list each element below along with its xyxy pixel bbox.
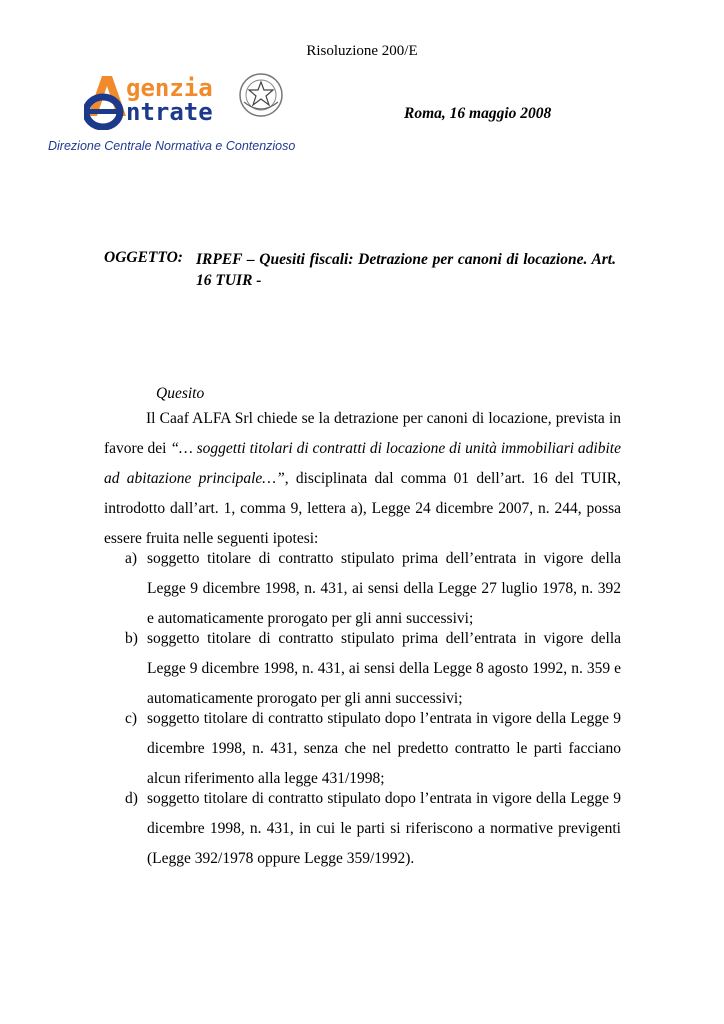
document-reference: Risoluzione 200/E xyxy=(306,43,418,59)
list-item xyxy=(104,544,621,634)
logo-word-agenzia: genzia xyxy=(126,74,213,102)
list-item-text: soggetto titolare di contratto stipulato dopo l’entrata in vigore della Legge 9 dicembre 1998, n. 431, in cui le parti si riferiscono a normative previgenti (Legge 392/1978 oppure Legge 359/1992). xyxy=(147,790,621,867)
republic-emblem-icon xyxy=(238,72,284,118)
subject-text: IRPEF – Quesiti fiscali: Detrazione per canoni di locazione. Art. 16 TUIR - xyxy=(196,251,616,289)
list-item xyxy=(104,624,621,714)
list-item xyxy=(104,704,621,794)
list-item-label: d) xyxy=(125,790,138,807)
intro-text-start: Il Caaf ALFA Srl chiede se la detrazione per canoni di locazione, prevista in favore dei xyxy=(104,410,621,457)
list-item-label: b) xyxy=(125,630,138,647)
list-item-text: soggetto titolare di contratto stipulato dopo l’entrata in vigore della Legge 9 dicembre 1998, n. 431, senza che nel predetto contratto le parti facciano alcun riferimento alla legge 431/1998; xyxy=(147,710,621,787)
logo-word-entrate: ntrate xyxy=(126,98,213,126)
department-name: Direzione Centrale Normativa e Contenzioso xyxy=(48,139,296,153)
list-item-text: soggetto titolare di contratto stipulato prima dell’entrata in vigore della Legge 9 dicembre 1998, n. 431, ai sensi della Legge 27 luglio 1978, n. 392 e automaticamente prorogato per gli anni successivi; xyxy=(147,550,621,627)
subject-label: OGGETTO: xyxy=(104,249,183,266)
intro-quote: “… soggetti titolari di contratti di locazione di unità immobiliari adibite ad abitazione principale…” xyxy=(104,440,621,487)
intro-paragraph xyxy=(104,404,621,554)
place-date: Roma, 16 maggio 2008 xyxy=(404,105,552,122)
list-item-label: c) xyxy=(125,710,138,727)
intro-text-end: , disciplinata dal comma 01 dell’art. 16 del TUIR, introdotto dall’art. 1, comma 9, lettera a), Legge 24 dicembre 2007, n. 244, possa essere fruita nelle seguenti ipotesi: xyxy=(104,470,621,547)
list-item xyxy=(104,784,621,874)
list-item-label: a) xyxy=(125,550,138,567)
section-heading: Quesito xyxy=(156,385,205,402)
list-item-text: soggetto titolare di contratto stipulato prima dell’entrata in vigore della Legge 9 dicembre 1998, n. 431, ai sensi della Legge 8 agosto 1992, n. 359 e automaticamente prorogato per gli anni successivi; xyxy=(147,630,621,707)
